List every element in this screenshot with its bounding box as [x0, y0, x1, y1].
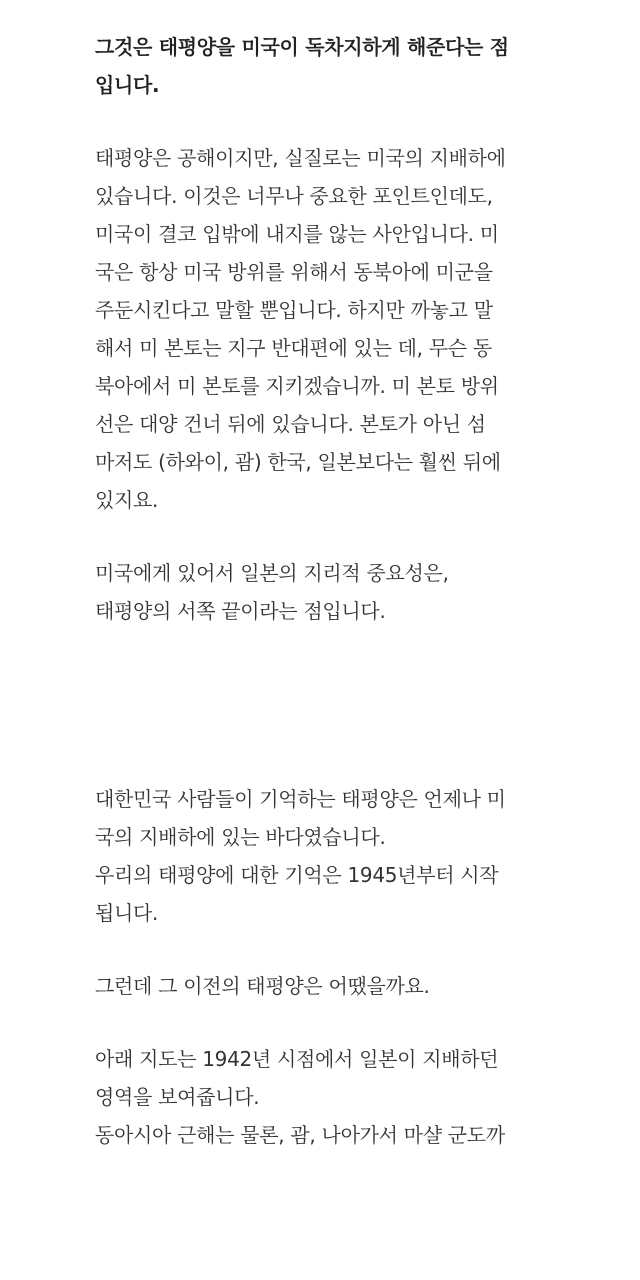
text-line: 우리의 태평양에 대한 기억은 1945년부터 시작 [95, 863, 499, 887]
text-line: 주둔시킨다고 말할 뿐입니다. 하지만 까놓고 말 [95, 298, 493, 322]
paragraph-spacer [95, 630, 565, 780]
paragraph-intro [95, 28, 565, 104]
text-line: 태평양은 공해이지만, 실질로는 미국의 지배하에 [95, 146, 506, 170]
text-line: 그런데 그 이전의 태평양은 어땠을까요. [95, 974, 430, 998]
paragraph-korean-memory [95, 780, 565, 932]
paragraph-pacific-control [95, 139, 565, 519]
paragraph-question [95, 967, 565, 1005]
text-line: 국은 항상 미국 방위를 위해서 동북아에 미군을 [95, 260, 493, 284]
text-line: 마저도 (하와이, 괌) 한국, 일본보다는 훨씬 뒤에 [95, 450, 501, 474]
text-line: 해서 미 본토는 지구 반대편에 있는 데, 무슨 동 [95, 336, 492, 360]
paragraph-spacer [95, 104, 565, 139]
text-line: 태평양의 서쪽 끝이라는 점입니다. [95, 599, 386, 623]
text-line: 미국이 결코 입밖에 내지를 않는 사안입니다. 미 [95, 222, 499, 246]
paragraph-map-intro [95, 1040, 565, 1154]
text-line: 미국에게 있어서 일본의 지리적 중요성은, [95, 561, 449, 585]
text-line: 국의 지배하에 있는 바다였습니다. [95, 825, 386, 849]
text-line: 선은 대양 건너 뒤에 있습니다. 본토가 아닌 섬 [95, 412, 486, 436]
text-line: 있습니다. 이것은 너무나 중요한 포인트인데도, [95, 184, 493, 208]
text-line: 입니다. [95, 73, 160, 97]
text-line: 영역을 보여줍니다. [95, 1085, 260, 1109]
paragraph-japan-importance [95, 554, 565, 630]
paragraph-spacer [95, 519, 565, 554]
text-line: 아래 지도는 1942년 시점에서 일본이 지배하던 [95, 1047, 499, 1071]
paragraph-spacer [95, 1005, 565, 1040]
text-line: 있지요. [95, 488, 159, 512]
text-line: 됩니다. [95, 901, 159, 925]
paragraph-spacer [95, 932, 565, 967]
text-line: 북아에서 미 본토를 지키겠습니까. 미 본토 방위 [95, 374, 499, 398]
text-line: 동아시아 근해는 물론, 괌, 나아가서 마샬 군도까 [95, 1123, 505, 1147]
article-body [95, 28, 565, 1154]
text-line: 그것은 태평양을 미국이 독차지하게 해준다는 점 [95, 35, 509, 59]
text-line: 대한민국 사람들이 기억하는 태평양은 언제나 미 [95, 787, 506, 811]
